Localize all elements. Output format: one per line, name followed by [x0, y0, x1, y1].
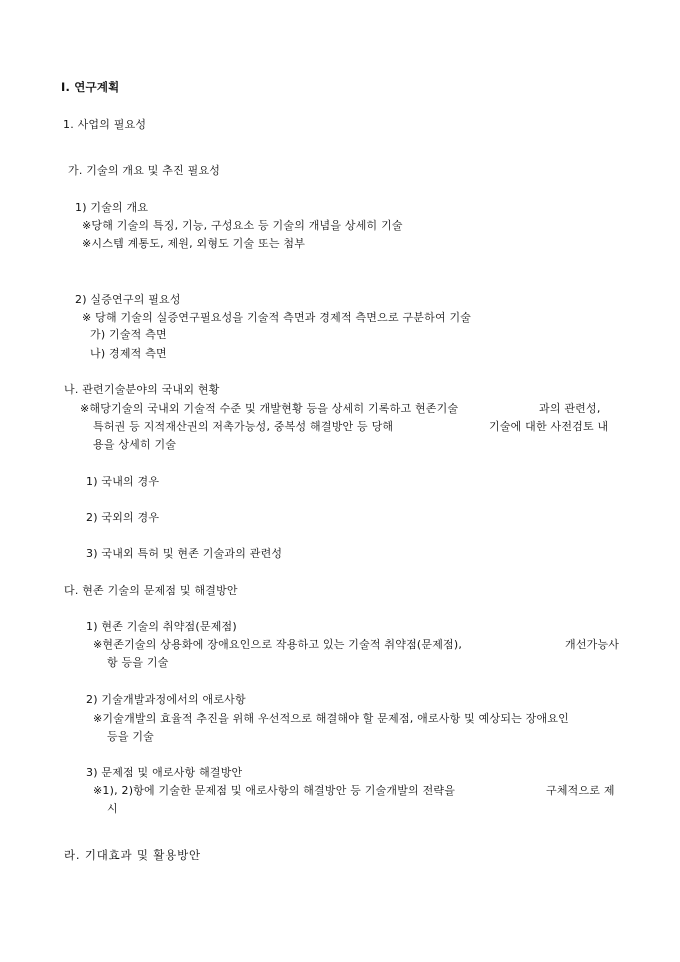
- na-note-line: 과의 관련성,: [539, 402, 601, 415]
- da-item3-title: 3) 문제점 및 애로사항 해결방안: [86, 766, 243, 779]
- ga-item2-sub: 나) 경제적 측면: [90, 347, 167, 360]
- da-item2-title: 2) 기술개발과정에서의 애로사항: [86, 693, 246, 706]
- chapter-heading: I. 연구계획: [61, 80, 120, 94]
- da-item3-note: 시: [107, 802, 118, 815]
- da-item3-note: ※1), 2)항에 기술한 문제점 및 애로사항의 해결방안 등 기술개발의 전략을: [93, 784, 456, 797]
- ga-item1-note: ※시스템 계통도, 제원, 외형도 기술 또는 첨부: [82, 237, 306, 250]
- na-item: 3) 국내외 특허 및 현존 기술과의 관련성: [86, 547, 283, 560]
- na-note-line: 기술에 대한 사전검토 내: [489, 420, 609, 433]
- da-item1-title: 1) 현존 기술의 취약점(문제점): [86, 620, 237, 633]
- na-note-line: 특허권 등 지적재산권의 저촉가능성, 중복성 해결방안 등 당해: [93, 420, 394, 433]
- na-item: 1) 국내의 경우: [86, 475, 160, 488]
- da-item3-note: 구체적으로 제: [546, 784, 615, 797]
- na-note-line: ※해당기술의 국내외 기술적 수준 및 개발현황 등을 상세히 기록하고 현존기술: [80, 402, 459, 415]
- subsection-ra-title: 라. 기대효과 및 활용방안: [64, 848, 201, 862]
- subsection-na-title: 나. 관련기술분야의 국내외 현황: [64, 383, 220, 396]
- da-item1-note: 개선가능사: [565, 638, 620, 651]
- ga-item2-title: 2) 실증연구의 필요성: [75, 293, 181, 306]
- da-item2-note: ※기술개발의 효율적 추진을 위해 우선적으로 해결해야 할 문제점, 애로사항 및 예상되는 장애요인: [93, 712, 569, 725]
- da-item1-note: ※현존기술의 상용화에 장애요인으로 작용하고 있는 기술적 취약점(문제점),: [93, 638, 463, 651]
- na-note-line: 용을 상세히 기술: [93, 438, 177, 451]
- da-item2-note: 등을 기술: [107, 730, 155, 743]
- subsection-da-title: 다. 현존 기술의 문제점 및 해결방안: [64, 584, 238, 597]
- subsection-ga-title: 가. 기술의 개요 및 추진 필요성: [68, 164, 221, 177]
- ga-item2-sub: 가) 기술적 측면: [90, 328, 167, 341]
- ga-item1-title: 1) 기술의 개요: [75, 201, 149, 214]
- da-item1-note: 항 등을 기술: [107, 656, 169, 669]
- ga-item1-note: ※당해 기술의 특징, 기능, 구성요소 등 기술의 개념을 상세히 기술: [82, 219, 403, 232]
- ga-item2-note: ※ 당해 기술의 실증연구필요성을 기술적 측면과 경제적 측면으로 구분하여 기술: [82, 311, 472, 324]
- section-title: 1. 사업의 필요성: [63, 118, 147, 131]
- na-item: 2) 국외의 경우: [86, 511, 160, 524]
